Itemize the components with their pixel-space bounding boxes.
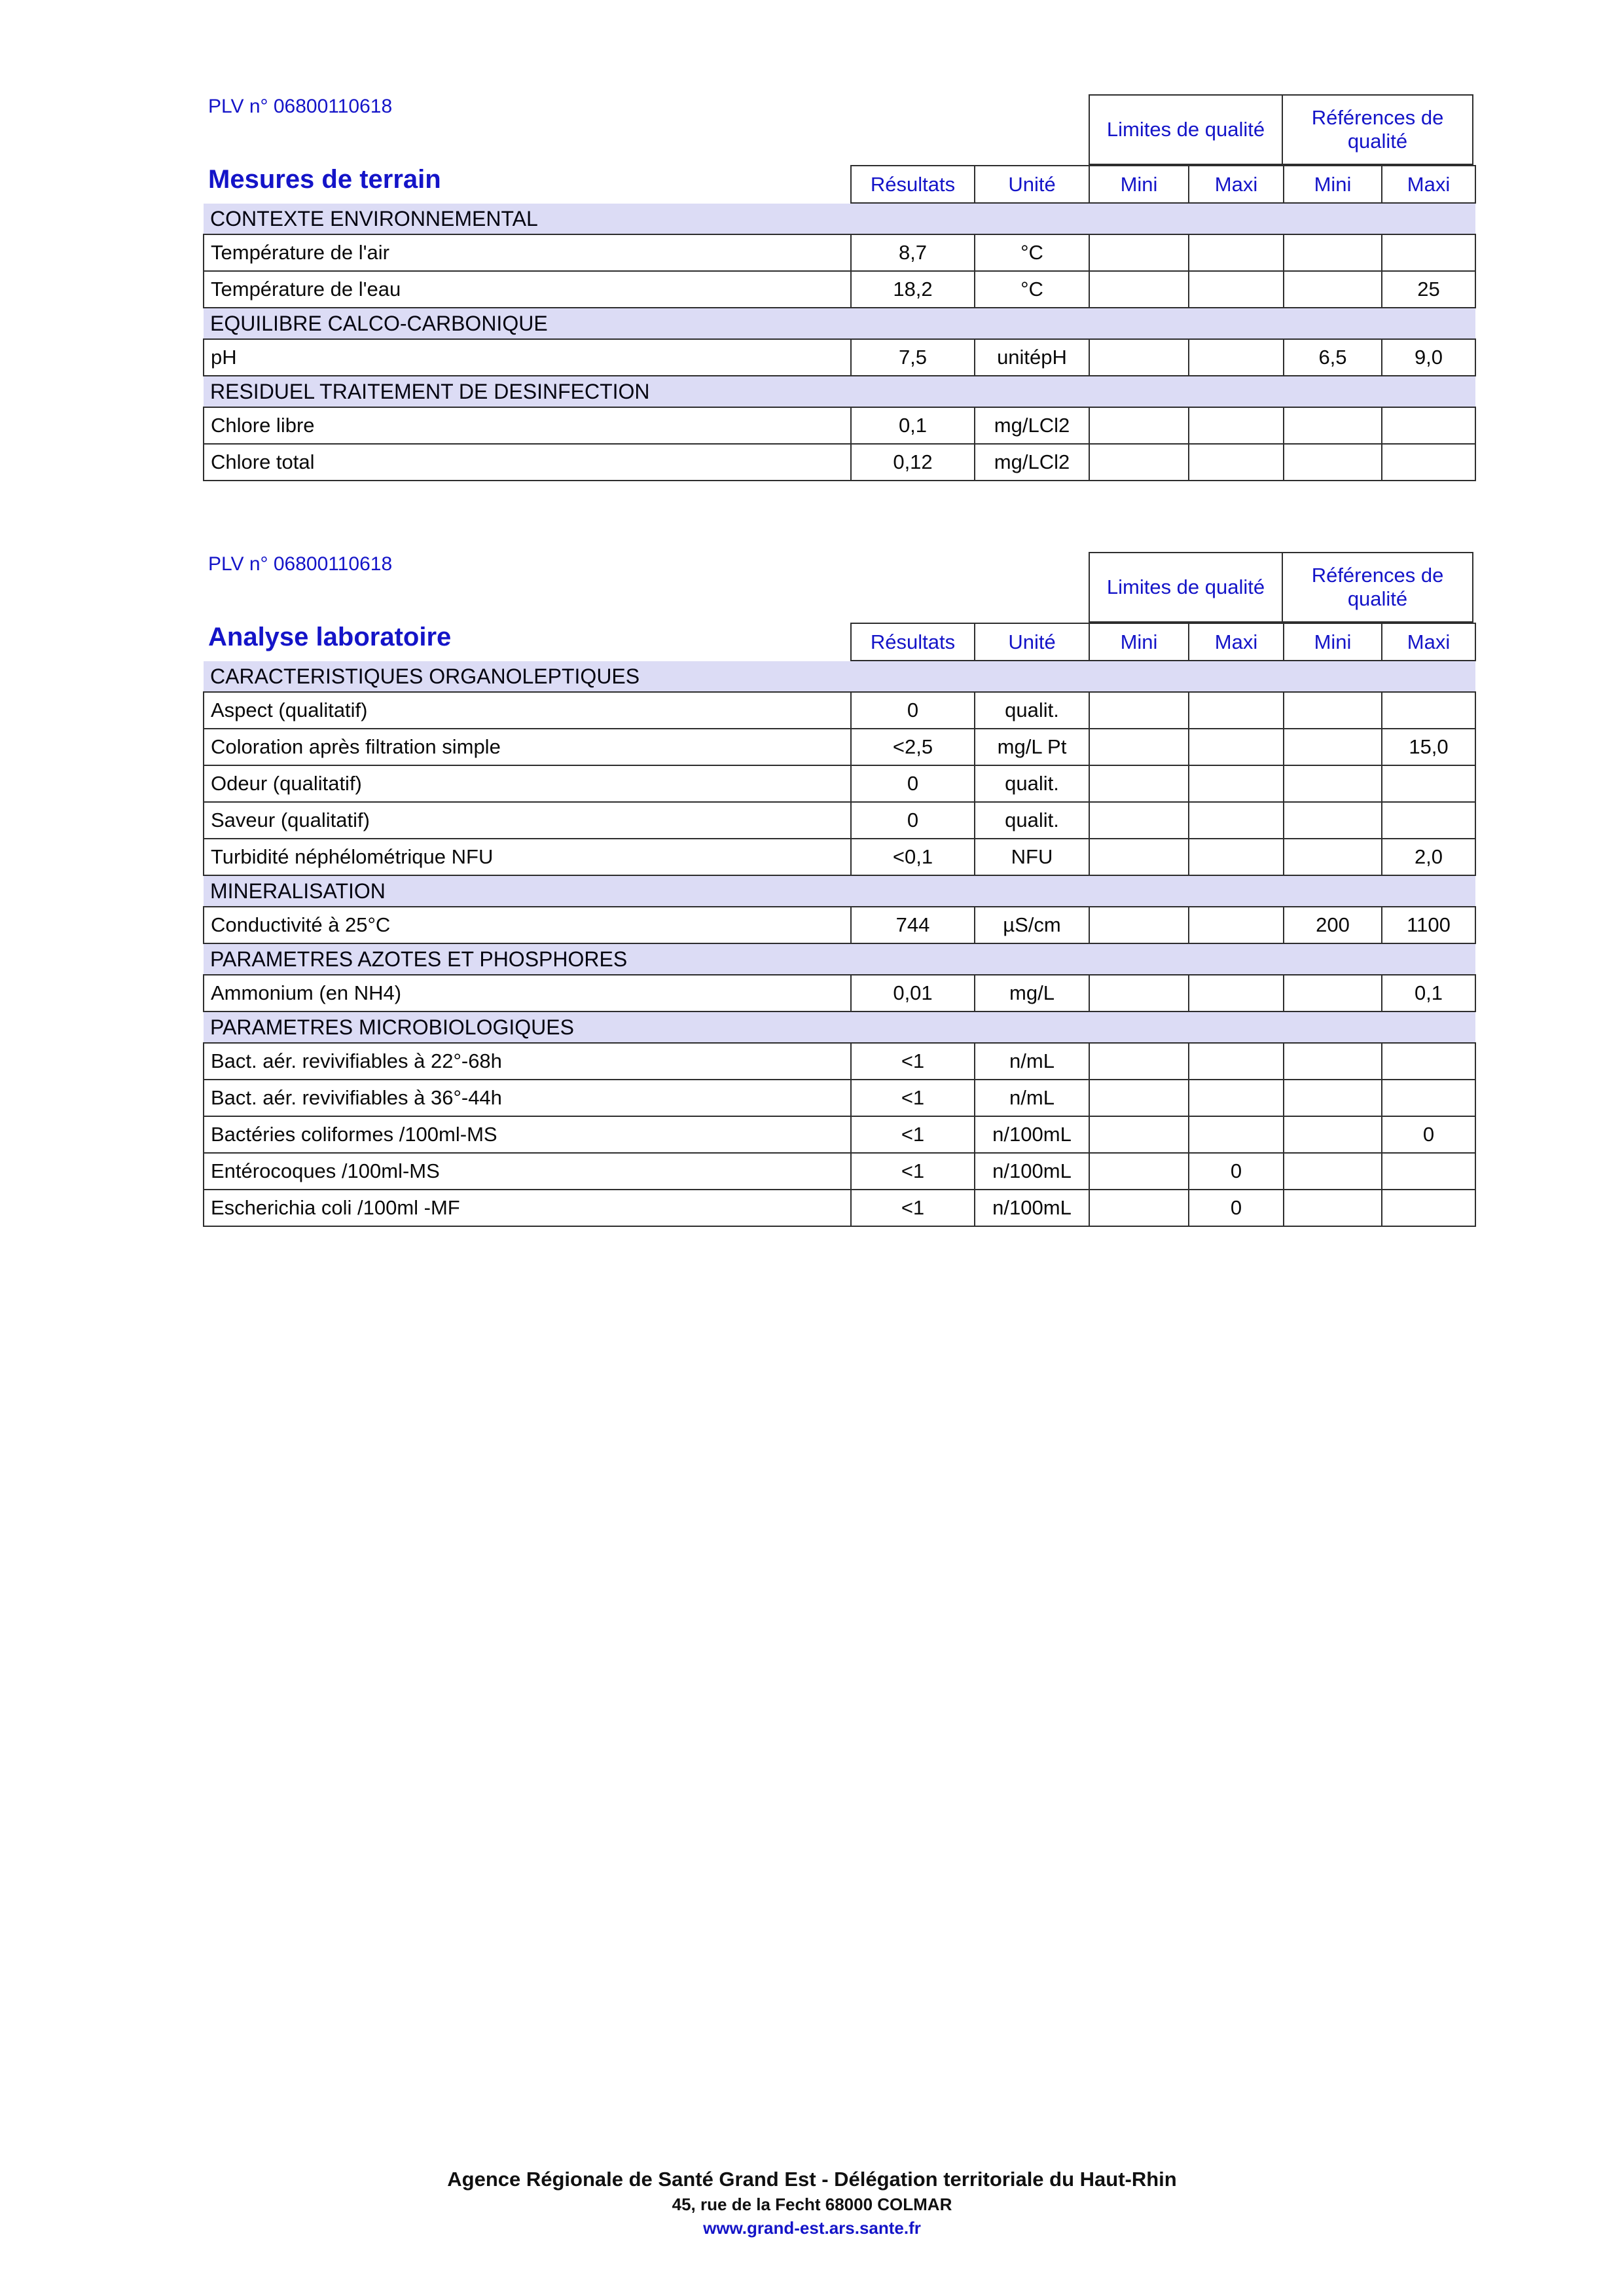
cell-mini_lim (1089, 839, 1189, 875)
cell-unit: mg/L (975, 975, 1089, 1011)
cell-label: Température de l'air (204, 234, 851, 271)
references-de-qualite-header: Références de qualité (1282, 94, 1473, 165)
cell-maxi_lim (1189, 407, 1284, 444)
section-row (204, 943, 1475, 975)
empty-header-cell (204, 166, 851, 203)
cell-mini_ref: 200 (1284, 907, 1382, 943)
footer-organization: Agence Régionale de Santé Grand Est - Délégation territoriale du Haut-Rhin (447, 2168, 1177, 2191)
cell-result: 744 (851, 907, 975, 943)
parameter-row (204, 1043, 1475, 1080)
cell-label: Odeur (qualitatif) (204, 765, 851, 802)
cell-unit: n/mL (975, 1043, 1089, 1080)
cell-unit: n/100mL (975, 1153, 1089, 1190)
cell-mini_ref (1284, 271, 1382, 308)
cell-unit: qualit. (975, 692, 1089, 729)
cell-maxi_ref (1382, 765, 1475, 802)
cell-maxi_lim (1189, 1116, 1284, 1153)
cell-mini_ref (1284, 1153, 1382, 1190)
cell-label: Chlore total (204, 444, 851, 481)
cell-unit: n/mL (975, 1080, 1089, 1116)
section-row (204, 376, 1475, 407)
cell-result: 0 (851, 802, 975, 839)
cell-mini_ref (1284, 765, 1382, 802)
cell-maxi_ref: 1100 (1382, 907, 1475, 943)
cell-maxi_lim (1189, 692, 1284, 729)
cell-maxi_ref: 0,1 (1382, 975, 1475, 1011)
cell-label: Température de l'eau (204, 271, 851, 308)
col-header-mini-ref: Mini (1284, 166, 1382, 203)
cell-unit: unitépH (975, 339, 1089, 376)
plv-number: PLV n° 06800110618 (208, 96, 393, 117)
cell-maxi_lim (1189, 907, 1284, 943)
parameter-row (204, 839, 1475, 875)
cell-mini_lim (1089, 234, 1189, 271)
cell-maxi_ref: 9,0 (1382, 339, 1475, 376)
cell-mini_ref: 6,5 (1284, 339, 1382, 376)
cell-unit: mg/LCl2 (975, 444, 1089, 481)
footer-website-link[interactable]: www.grand-est.ars.sante.fr (703, 2217, 921, 2238)
table-title-lab-analysis: Analyse laboratoire (208, 623, 452, 651)
cell-mini_ref (1284, 839, 1382, 875)
cell-maxi_ref (1382, 407, 1475, 444)
cell-mini_ref (1284, 1043, 1382, 1080)
parameter-row (204, 729, 1475, 765)
cell-result: <1 (851, 1116, 975, 1153)
section-row (204, 661, 1475, 692)
cell-mini_ref (1284, 692, 1382, 729)
cell-maxi_ref (1382, 692, 1475, 729)
cell-unit: NFU (975, 839, 1089, 875)
cell-unit: n/100mL (975, 1116, 1089, 1153)
cell-mini_lim (1089, 692, 1189, 729)
parameter-row (204, 692, 1475, 729)
parameter-row (204, 975, 1475, 1011)
cell-mini_lim (1089, 271, 1189, 308)
cell-result: 18,2 (851, 271, 975, 308)
cell-maxi_ref: 25 (1382, 271, 1475, 308)
cell-maxi_lim: 0 (1189, 1190, 1284, 1226)
cell-result: 0 (851, 765, 975, 802)
cell-maxi_ref (1382, 1190, 1475, 1226)
cell-maxi_lim (1189, 1080, 1284, 1116)
cell-result: <0,1 (851, 839, 975, 875)
cell-unit: µS/cm (975, 907, 1089, 943)
cell-result: 0,01 (851, 975, 975, 1011)
cell-mini_lim (1089, 1080, 1189, 1116)
cell-mini_lim (1089, 975, 1189, 1011)
cell-maxi_ref (1382, 444, 1475, 481)
cell-mini_lim (1089, 907, 1189, 943)
quality-header-group (1089, 552, 1473, 623)
section-label: PARAMETRES MICROBIOLOGIQUES (204, 1011, 1475, 1043)
parameter-row (204, 234, 1475, 271)
cell-maxi_ref (1382, 1153, 1475, 1190)
cell-maxi_lim (1189, 802, 1284, 839)
parameter-row (204, 1116, 1475, 1153)
cell-result: <1 (851, 1080, 975, 1116)
cell-mini_lim (1089, 765, 1189, 802)
cell-result: <1 (851, 1190, 975, 1226)
parameter-row (204, 339, 1475, 376)
cell-mini_lim (1089, 339, 1189, 376)
cell-mini_lim (1089, 407, 1189, 444)
section-label: RESIDUEL TRAITEMENT DE DESINFECTION (204, 376, 1475, 407)
cell-unit: °C (975, 271, 1089, 308)
col-header-results: Résultats (851, 623, 975, 661)
footer-address: 45, rue de la Fecht 68000 COLMAR (672, 2195, 952, 2215)
section-label: PARAMETRES AZOTES ET PHOSPHORES (204, 943, 1475, 975)
cell-maxi_lim (1189, 271, 1284, 308)
cell-maxi_lim (1189, 729, 1284, 765)
col-header-mini-ref: Mini (1284, 623, 1382, 661)
cell-mini_lim (1089, 802, 1189, 839)
cell-result: <1 (851, 1043, 975, 1080)
lab-analysis-table (203, 623, 1476, 1227)
cell-mini_ref (1284, 1080, 1382, 1116)
col-header-maxi-ref: Maxi (1382, 623, 1475, 661)
cell-mini_lim (1089, 729, 1189, 765)
parameter-row (204, 1190, 1475, 1226)
cell-mini_lim (1089, 1190, 1189, 1226)
field-measurements-table (203, 165, 1476, 481)
parameter-row (204, 907, 1475, 943)
parameter-row (204, 802, 1475, 839)
cell-maxi_lim: 0 (1189, 1153, 1284, 1190)
cell-maxi_ref (1382, 802, 1475, 839)
cell-label: Coloration après filtration simple (204, 729, 851, 765)
col-header-mini-limit: Mini (1089, 166, 1189, 203)
cell-result: 0,1 (851, 407, 975, 444)
cell-mini_ref (1284, 1190, 1382, 1226)
cell-mini_ref (1284, 802, 1382, 839)
quality-header-group (1089, 94, 1473, 165)
cell-maxi_ref: 15,0 (1382, 729, 1475, 765)
empty-header-cell (204, 623, 851, 661)
parameter-row (204, 271, 1475, 308)
cell-mini_ref (1284, 1116, 1382, 1153)
cell-mini_ref (1284, 729, 1382, 765)
cell-maxi_lim (1189, 1043, 1284, 1080)
cell-mini_ref (1284, 407, 1382, 444)
cell-maxi_lim (1189, 765, 1284, 802)
col-header-unit: Unité (975, 623, 1089, 661)
cell-maxi_ref: 2,0 (1382, 839, 1475, 875)
cell-label: Bact. aér. revivifiables à 36°-44h (204, 1080, 851, 1116)
cell-mini_ref (1284, 975, 1382, 1011)
cell-unit: n/100mL (975, 1190, 1089, 1226)
cell-maxi_lim (1189, 444, 1284, 481)
parameter-row (204, 444, 1475, 481)
plv-number: PLV n° 06800110618 (208, 553, 393, 575)
section-row (204, 1011, 1475, 1043)
section-label: CONTEXTE ENVIRONNEMENTAL (204, 203, 1475, 234)
cell-maxi_ref (1382, 1080, 1475, 1116)
cell-label: Chlore libre (204, 407, 851, 444)
cell-label: Conductivité à 25°C (204, 907, 851, 943)
cell-mini_lim (1089, 1116, 1189, 1153)
col-header-maxi-ref: Maxi (1382, 166, 1475, 203)
col-header-unit: Unité (975, 166, 1089, 203)
section-row (204, 875, 1475, 907)
cell-unit: mg/L Pt (975, 729, 1089, 765)
cell-label: Saveur (qualitatif) (204, 802, 851, 839)
cell-label: Aspect (qualitatif) (204, 692, 851, 729)
cell-result: 7,5 (851, 339, 975, 376)
cell-label: Ammonium (en NH4) (204, 975, 851, 1011)
cell-result: 8,7 (851, 234, 975, 271)
section-label: CARACTERISTIQUES ORGANOLEPTIQUES (204, 661, 1475, 692)
cell-mini_ref (1284, 444, 1382, 481)
col-header-maxi-limit: Maxi (1189, 623, 1284, 661)
cell-label: Turbidité néphélométrique NFU (204, 839, 851, 875)
cell-result: 0 (851, 692, 975, 729)
cell-result: <1 (851, 1153, 975, 1190)
cell-label: Entérocoques /100ml-MS (204, 1153, 851, 1190)
section-row (204, 308, 1475, 339)
cell-result: <2,5 (851, 729, 975, 765)
section-row (204, 203, 1475, 234)
cell-maxi_ref: 0 (1382, 1116, 1475, 1153)
section-label: MINERALISATION (204, 875, 1475, 907)
cell-mini_lim (1089, 1043, 1189, 1080)
column-header-row (204, 166, 1475, 203)
cell-maxi_lim (1189, 839, 1284, 875)
parameter-row (204, 407, 1475, 444)
cell-unit: qualit. (975, 765, 1089, 802)
column-header-row (204, 623, 1475, 661)
cell-unit: mg/LCl2 (975, 407, 1089, 444)
page-footer (0, 2168, 1624, 2237)
cell-label: pH (204, 339, 851, 376)
col-header-maxi-limit: Maxi (1189, 166, 1284, 203)
limites-de-qualite-header: Limites de qualité (1089, 94, 1283, 165)
cell-maxi_ref (1382, 1043, 1475, 1080)
cell-maxi_ref (1382, 234, 1475, 271)
cell-mini_ref (1284, 234, 1382, 271)
cell-maxi_lim (1189, 975, 1284, 1011)
cell-unit: °C (975, 234, 1089, 271)
col-header-results: Résultats (851, 166, 975, 203)
parameter-row (204, 1080, 1475, 1116)
parameter-row (204, 765, 1475, 802)
col-header-mini-limit: Mini (1089, 623, 1189, 661)
cell-maxi_lim (1189, 339, 1284, 376)
cell-result: 0,12 (851, 444, 975, 481)
parameter-row (204, 1153, 1475, 1190)
cell-mini_lim (1089, 1153, 1189, 1190)
limites-de-qualite-header: Limites de qualité (1089, 552, 1283, 623)
cell-maxi_lim (1189, 234, 1284, 271)
section-label: EQUILIBRE CALCO-CARBONIQUE (204, 308, 1475, 339)
cell-mini_lim (1089, 444, 1189, 481)
cell-label: Bactéries coliformes /100ml-MS (204, 1116, 851, 1153)
table-title-field-measurements: Mesures de terrain (208, 165, 441, 194)
cell-label: Bact. aér. revivifiables à 22°-68h (204, 1043, 851, 1080)
references-de-qualite-header: Références de qualité (1282, 552, 1473, 623)
cell-label: Escherichia coli /100ml -MF (204, 1190, 851, 1226)
cell-unit: qualit. (975, 802, 1089, 839)
